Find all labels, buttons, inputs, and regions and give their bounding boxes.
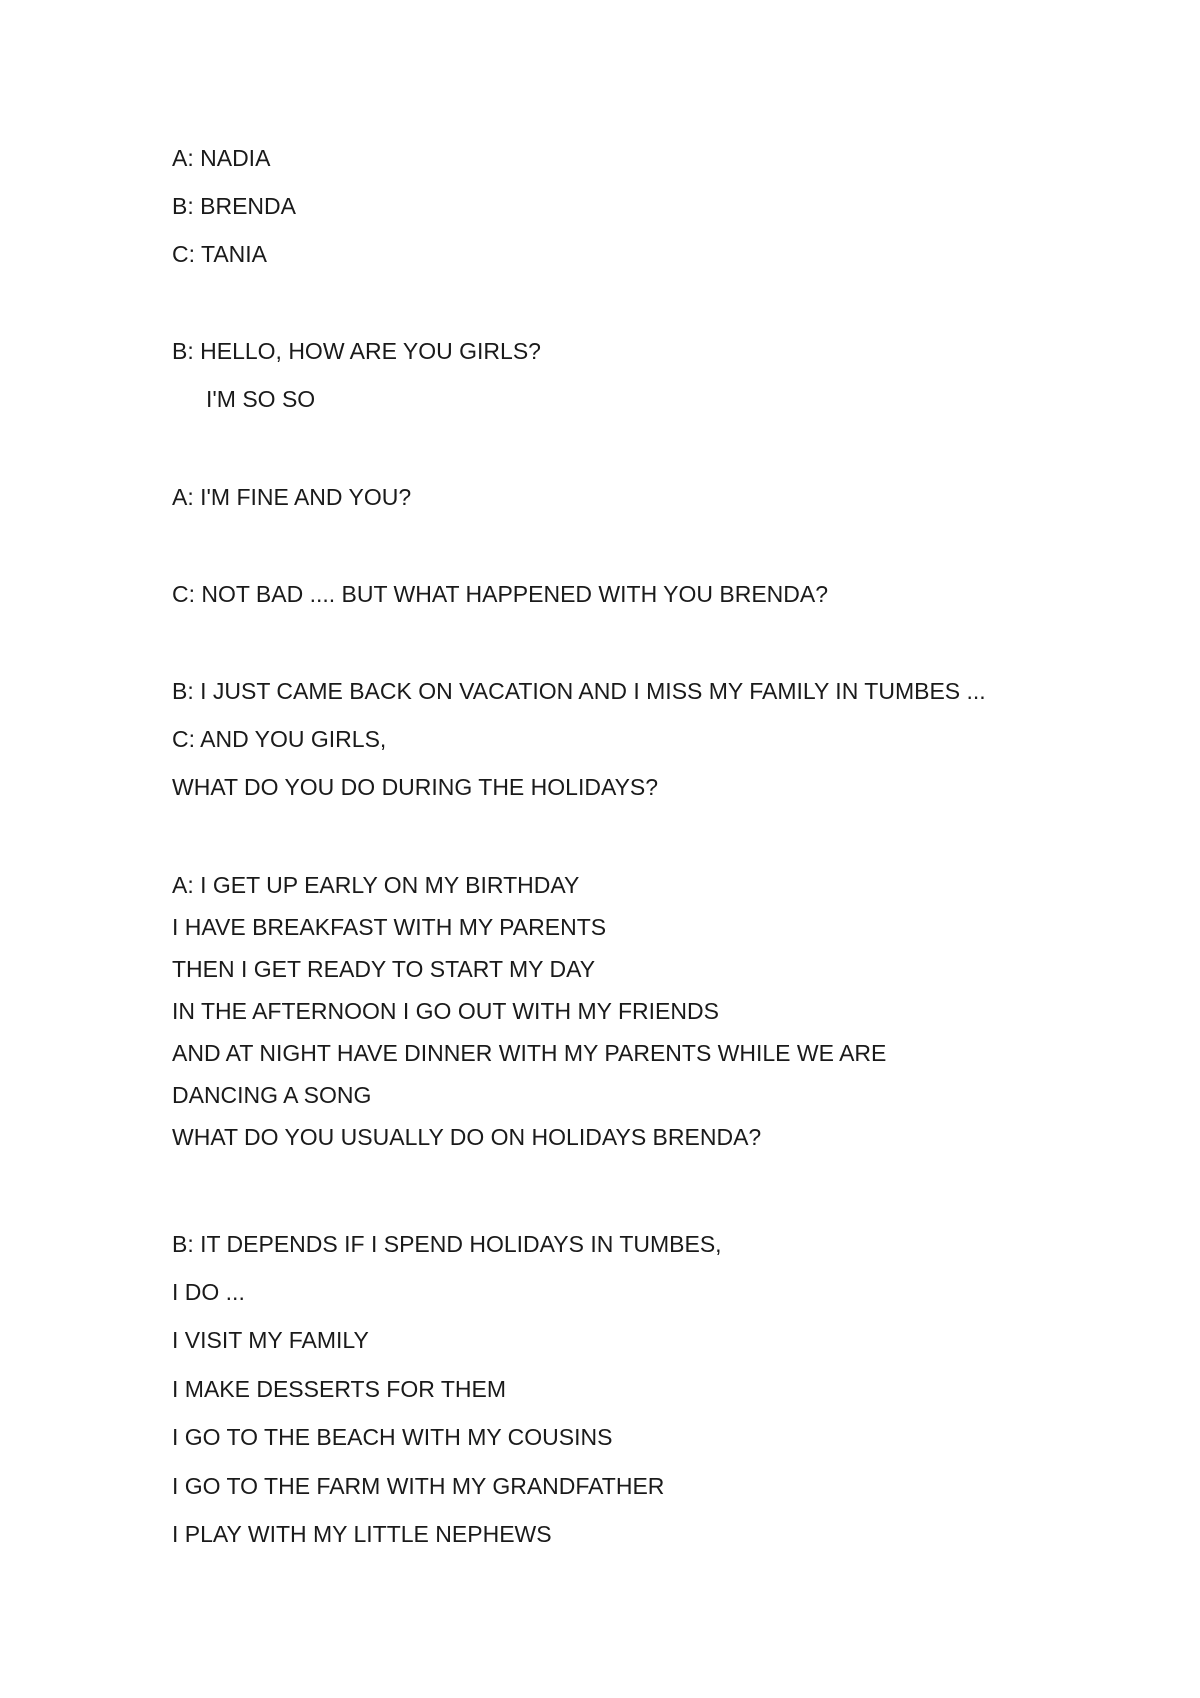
dialogue-line: I VISIT MY FAMILY [172,1327,369,1353]
dialogue-line: C: AND YOU GIRLS, [172,726,387,752]
dialogue-line: B: IT DEPENDS IF I SPEND HOLIDAYS IN TUMBES, [172,1231,722,1257]
cast-line-nadia: A: NADIA [172,145,271,171]
dialogue-line: I HAVE BREAKFAST WITH MY PARENTS [172,914,607,940]
dialogue-line: DANCING A SONG [172,1082,372,1108]
dialogue-line: THEN I GET READY TO START MY DAY [172,956,596,982]
dialogue-line: IN THE AFTERNOON I GO OUT WITH MY FRIENDS [172,998,719,1024]
dialogue-line: B: I JUST CAME BACK ON VACATION AND I MISS MY FAMILY IN TUMBES ... [172,678,986,704]
dialogue-line: I'M SO SO [206,386,316,412]
cast-line-tania: C: TANIA [172,241,267,267]
dialogue-line: I DO ... [172,1279,245,1305]
dialogue-line: I GO TO THE BEACH WITH MY COUSINS [172,1424,613,1450]
dialogue-line: A: I GET UP EARLY ON MY BIRTHDAY [172,872,580,898]
dialogue-line: I PLAY WITH MY LITTLE NEPHEWS [172,1521,552,1547]
dialogue-line: WHAT DO YOU DO DURING THE HOLIDAYS? [172,774,659,800]
dialogue-line: AND AT NIGHT HAVE DINNER WITH MY PARENTS WHILE WE ARE [172,1040,887,1066]
dialogue-line: WHAT DO YOU USUALLY DO ON HOLIDAYS BRENDA? [172,1124,762,1150]
dialogue-line: C: NOT BAD .... BUT WHAT HAPPENED WITH YOU BRENDA? [172,581,829,607]
cast-line-brenda: B: BRENDA [172,193,296,219]
dialogue-line: I GO TO THE FARM WITH MY GRANDFATHER [172,1473,665,1499]
dialogue-line: B: HELLO, HOW ARE YOU GIRLS? [172,338,541,364]
dialogue-line: I MAKE DESSERTS FOR THEM [172,1376,506,1402]
dialogue-line: A: I'M FINE AND YOU? [172,484,412,510]
